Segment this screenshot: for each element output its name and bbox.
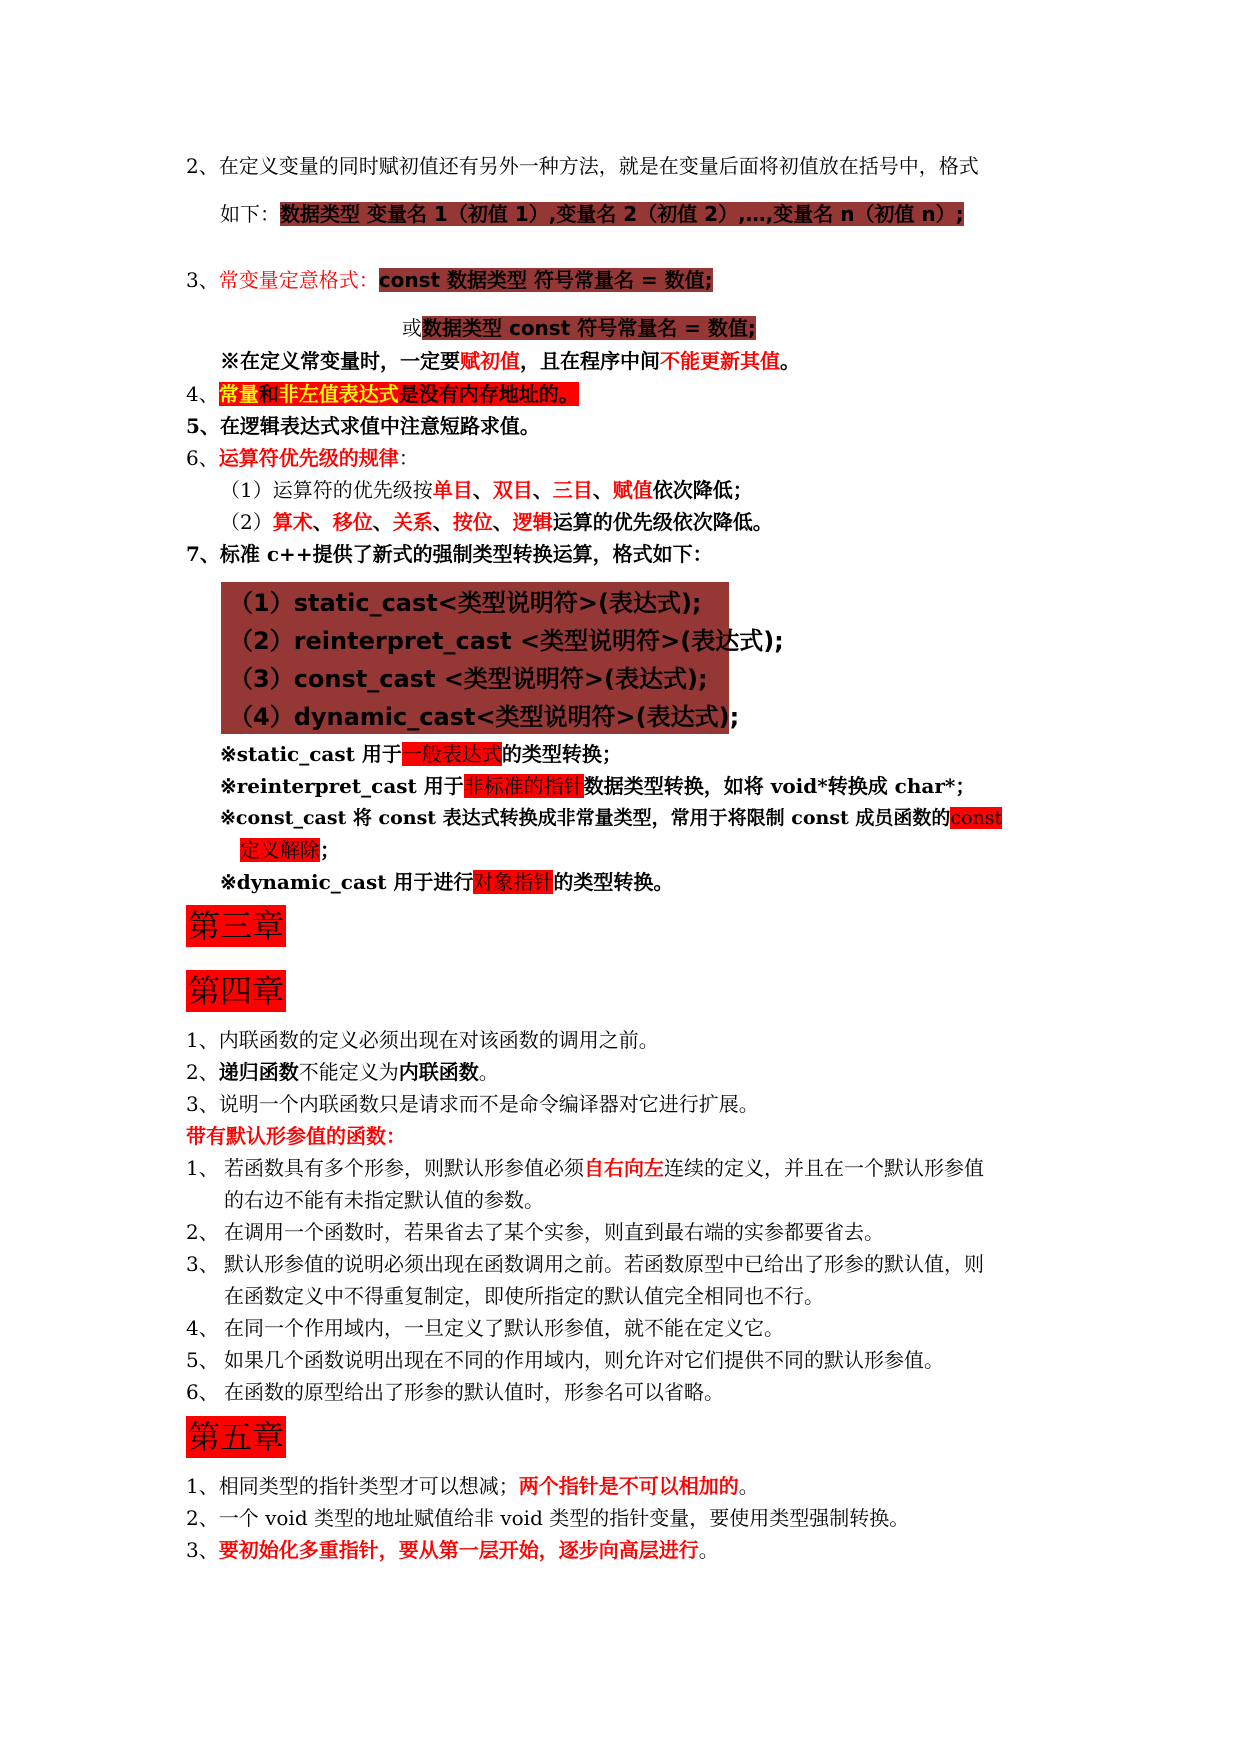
sub-text: 、: [372, 510, 393, 534]
rule-text: 在函数的原型给出了形参的默认值时，形参名可以省略。: [224, 1380, 724, 1404]
note-text: ；: [320, 838, 340, 862]
sub-text: 、: [532, 478, 553, 502]
default-rule-3-cont: 在函数定义中不得重复制定，即使所指定的默认值完全相同也不行。: [224, 1284, 824, 1308]
item-3-number: 3、: [186, 268, 219, 292]
item-text: 1、相同类型的指针类型才可以想减；: [186, 1474, 519, 1498]
note-reinterpret-cast: [220, 772, 975, 800]
item-3-or: 或: [402, 316, 422, 340]
rule-text: 如果几个函数说明出现在不同的作用域内，则允许对它们提供不同的默认形参值。: [224, 1348, 944, 1372]
rule-number: 3、: [186, 1252, 219, 1276]
note-text: ※reinterpret_cast 用于: [220, 774, 464, 798]
item-emphasis: 两个指针是不可以相加的: [518, 1474, 739, 1498]
note-text: ，且在程序中间: [520, 349, 660, 373]
ch5-item-2: 2、一个 void 类型的地址赋值给非 void 类型的指针变量，要使用类型强制转换。: [186, 1506, 910, 1530]
note-const-cast: [220, 804, 1002, 832]
rule-number: 6、: [186, 1380, 219, 1404]
item-6-sub-2: [220, 508, 773, 536]
item-6-line: [186, 444, 419, 472]
item-4-number: 4、: [186, 382, 219, 406]
sub-text: 、: [312, 510, 333, 534]
rule-number: 2、: [186, 1220, 219, 1244]
note-text: ※dynamic_cast 用于进行: [220, 870, 474, 894]
item-text: 不能定义为: [298, 1060, 399, 1084]
rule-number: 5、: [186, 1348, 219, 1372]
item-4-constant: 常量: [218, 382, 259, 406]
item-2-prefix: 如下：: [220, 202, 280, 226]
sub-emphasis: 按位: [452, 510, 493, 534]
sub-text: 、: [472, 478, 493, 502]
note-highlight: 非标准的指针: [463, 774, 584, 798]
note-text: ※const_cast 将 const 表达式转换成非常量类型，常用于将限制 const 成员函数的: [220, 807, 951, 829]
cast-format-reinterpret: （2）reinterpret_cast <类型说明符>(表达式);: [229, 627, 784, 655]
chapter-4-heading: 第四章: [188, 972, 285, 1010]
default-rule-2: [186, 1218, 884, 1246]
note-const-cast-cont: [240, 836, 340, 864]
default-rule-1: [186, 1154, 984, 1182]
note-text: 。: [780, 349, 800, 373]
default-rule-4: [186, 1314, 784, 1342]
note-text: ※static_cast 用于: [220, 742, 402, 766]
item-2-format: 数据类型 变量名 1（初值 1）,变量名 2（初值 2）,…,变量名 n（初值 n）;: [280, 202, 964, 226]
item-7-line: 7、标准 c++提供了新式的强制类型转换运算，格式如下：: [186, 542, 713, 566]
sub-emphasis: 双目: [492, 478, 533, 502]
item-5-line: 5、在逻辑表达式求值中注意短路求值。: [186, 414, 540, 438]
sub-text: 、: [492, 510, 513, 534]
item-emphasis: 要初始化多重指针，要从第一层开始，逐步向高层进行: [218, 1538, 699, 1562]
item-emphasis: 递归函数: [218, 1060, 299, 1084]
chapter-3-heading: 第三章: [188, 907, 285, 945]
item-3-line: [186, 266, 713, 294]
sub-text: （1）运算符的优先级按: [220, 478, 433, 502]
chapter-5-heading: 第五章: [188, 1418, 285, 1456]
cast-formats-block: [221, 582, 784, 734]
sub-emphasis: 关系: [392, 510, 433, 534]
sub-text: 、: [432, 510, 453, 534]
note-text: 的类型转换；: [501, 742, 622, 766]
item-3-format-2: 数据类型 const 符号常量名 = 数值;: [422, 316, 756, 340]
rule-emphasis: 自右向左: [584, 1156, 664, 1180]
cast-format-const: （3）const_cast <类型说明符>(表达式);: [229, 665, 708, 693]
item-4-text: 是没有内存地址的。: [398, 382, 579, 406]
note-emphasis: 赋初值: [460, 349, 520, 373]
ch5-item-3: [186, 1536, 719, 1564]
default-rule-5: [186, 1346, 944, 1374]
sub-emphasis: 逻辑: [512, 510, 553, 534]
item-emphasis: 内联函数: [398, 1060, 479, 1084]
rule-text: 连续的定义，并且在一个默认形参值: [664, 1156, 984, 1180]
default-rule-3: [186, 1250, 984, 1278]
rule-number: 1、: [186, 1156, 219, 1180]
ch4-item-2: [186, 1058, 499, 1086]
note-dynamic-cast: [220, 868, 673, 896]
ch4-item-3: 3、说明一个内联函数只是请求而不是命令编译器对它进行扩展。: [186, 1092, 759, 1116]
item-2-line-1: 2、在定义变量的同时赋初值还有另外一种方法，就是在变量后面将初值放在括号中，格式: [186, 154, 979, 178]
item-3-label: 常变量定意格式：: [218, 268, 379, 292]
note-highlight: const: [950, 807, 1003, 829]
cast-format-static: （1）static_cast<类型说明符>(表达式);: [229, 589, 702, 617]
item-6-colon: ：: [398, 446, 419, 470]
rule-text: 若函数具有多个形参，则默认形参值必须: [224, 1156, 584, 1180]
sub-emphasis: 三目: [552, 478, 593, 502]
item-6-sub-1: [220, 476, 753, 504]
default-rule-6: [186, 1378, 724, 1406]
note-static-cast: [220, 740, 622, 768]
sub-emphasis: 算术: [272, 510, 313, 534]
item-4-and: 和: [258, 382, 279, 406]
note-highlight: 一般表达式: [401, 742, 502, 766]
rule-number: 4、: [186, 1316, 219, 1340]
sub-emphasis: 单目: [432, 478, 473, 502]
ch4-item-1: 1、内联函数的定义必须出现在对该函数的调用之前。: [186, 1028, 659, 1052]
default-rule-1-cont: 的右边不能有未指定默认值的参数。: [224, 1188, 544, 1212]
note-emphasis: 不能更新其值: [660, 349, 780, 373]
item-4-non-lvalue: 非左值表达式: [278, 382, 399, 406]
item-6-label: 运算符优先级的规律: [218, 446, 399, 470]
sub-emphasis: 移位: [332, 510, 373, 534]
sub-text: 依次降低；: [652, 478, 753, 502]
sub-text: （2）: [220, 510, 273, 534]
item-3-alt-line: [402, 314, 756, 342]
note-highlight: 定义解除: [240, 838, 320, 862]
ch5-item-1: [186, 1472, 759, 1500]
note-text: ※在定义常变量时，一定要: [220, 349, 460, 373]
sub-text: 运算的优先级依次降低。: [552, 510, 773, 534]
item-3-note: [220, 347, 800, 375]
note-text: 数据类型转换，如将 void*转换成 char*；: [583, 774, 976, 798]
item-6-number: 6、: [186, 446, 219, 470]
sub-text: 、: [592, 478, 613, 502]
item-4-line: [186, 380, 579, 408]
rule-text: 在调用一个函数时，若果省去了某个实参，则直到最右端的实参都要省去。: [224, 1220, 884, 1244]
item-2-line-2: [220, 200, 964, 228]
item-text: 。: [478, 1060, 499, 1084]
note-highlight: 对象指针: [473, 870, 554, 894]
cast-format-dynamic: （4）dynamic_cast<类型说明符>(表达式);: [229, 703, 740, 731]
default-params-heading: 带有默认形参值的函数：: [186, 1124, 406, 1148]
item-text: 2、: [186, 1060, 219, 1084]
item-number: 3、: [186, 1538, 219, 1562]
sub-emphasis: 赋值: [612, 478, 653, 502]
item-text: 。: [698, 1538, 719, 1562]
item-3-format-1: const 数据类型 符号常量名 = 数值;: [378, 268, 713, 292]
note-text: 的类型转换。: [553, 870, 674, 894]
item-text: 。: [738, 1474, 759, 1498]
rule-text: 默认形参值的说明必须出现在函数调用之前。若函数原型中已给出了形参的默认值，则: [224, 1252, 984, 1276]
rule-text: 在同一个作用域内，一旦定义了默认形参值，就不能在定义它。: [224, 1316, 784, 1340]
